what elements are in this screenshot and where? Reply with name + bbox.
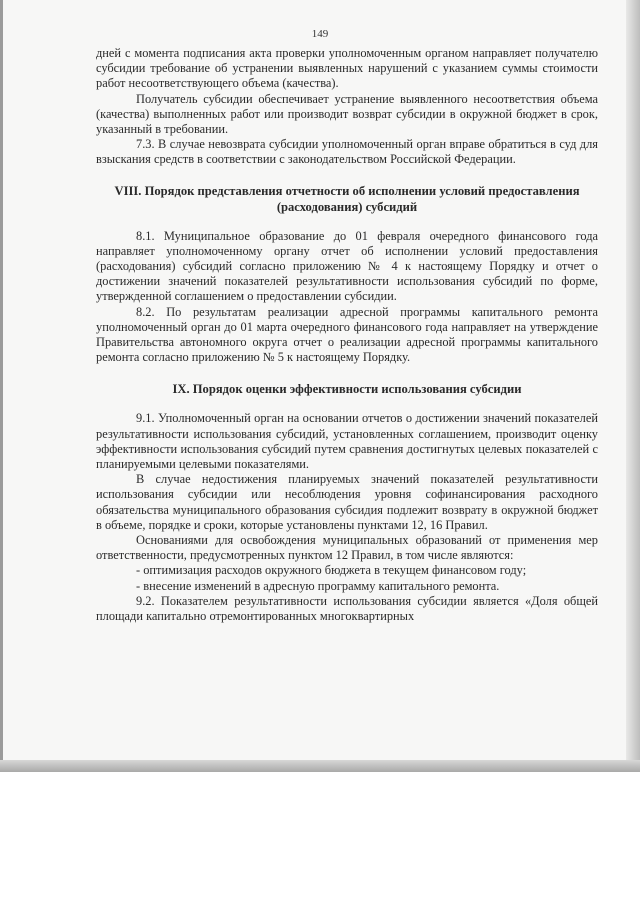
list-item-budget-optimization: - оптимизация расходов окружного бюджета в текущем финансовом году;	[136, 563, 527, 578]
paragraph-continuation: дней с момента подписания акта проверки уполномоченным органом направляет получателю субсидии требование об устранении выявленных нарушений с указанием суммы стоимости работ несоответствующего объема (качества).	[96, 46, 598, 91]
paragraph-recipient-fix: Получатель субсидии обеспечивает устранение выявленного несоответствия объема (качества) выполненных работ или производит возврат субсидии в окружной бюджет в срок, указанный в требовании.	[96, 91, 598, 137]
section-heading-viii: VIII. Порядок представления отчетности об исполнении условий предоставления (расходования) субсидий	[114, 183, 580, 214]
document-body	[96, 46, 598, 624]
scan-right-edge	[626, 0, 640, 772]
paragraph-9-1: 9.1. Уполномоченный орган на основании отчетов о достижении значений показателей результативности использования субсидий, установленных соглашением, производит оценку эффективности использования субсидий путем сравнения достигнутых целевых показателей с планируемыми целевыми показателями.	[96, 411, 598, 472]
paragraph-exemption-grounds: Основаниями для освобождения муниципальных образований от применения мер ответственности, предусмотренных пунктом 12 Правил, в том числе являются:	[96, 533, 598, 563]
paragraph-7-3: 7.3. В случае невозврата субсидии уполномоченный орган вправе обратиться в суд для взыскания средств в соответствии с законодательством Российской Федерации.	[96, 137, 598, 167]
paragraph-8-1: 8.1. Муниципальное образование до 01 февраля очередного финансового года направляет уполномоченному органу отчет об исполнении условий предоставления (расходования) субсидий согласно приложению № 4 к настоящему Порядку и отчет о достижении значений показателей результативности использования субсидий по форме, утвержденной соглашением о предоставлении субсидии.	[96, 228, 598, 304]
page-number: 149	[311, 28, 329, 40]
paragraph-8-2: 8.2. По результатам реализации адресной программы капитального ремонта уполномоченный орган до 01 марта очередного финансового года направляет на утверждение Правительства автономного округа отчет о реализации адресной программы капитального ремонта согласно приложению № 5 к настоящему Порядку.	[96, 304, 598, 365]
list-item-program-changes: - внесение изменений в адресную программу капитального ремонта.	[136, 578, 500, 593]
scan-bottom-edge	[0, 760, 640, 772]
paragraph-9-2: 9.2. Показателем результативности использования субсидии является «Доля общей площади капитально отремонтированных многоквартирных	[96, 593, 598, 624]
section-heading-ix: IX. Порядок оценки эффективности использования субсидии	[172, 382, 522, 397]
paragraph-non-achievement: В случае недостижения планируемых значений показателей результативности использования субсидии или несоблюдения уровня софинансирования расходного обязательства муниципального образования субсидия подлежит возврату в окружной бюджет в объеме, порядке и сроки, которые установлены пунктами 12, 16 Правил.	[96, 472, 598, 532]
scan-left-edge	[0, 0, 3, 772]
